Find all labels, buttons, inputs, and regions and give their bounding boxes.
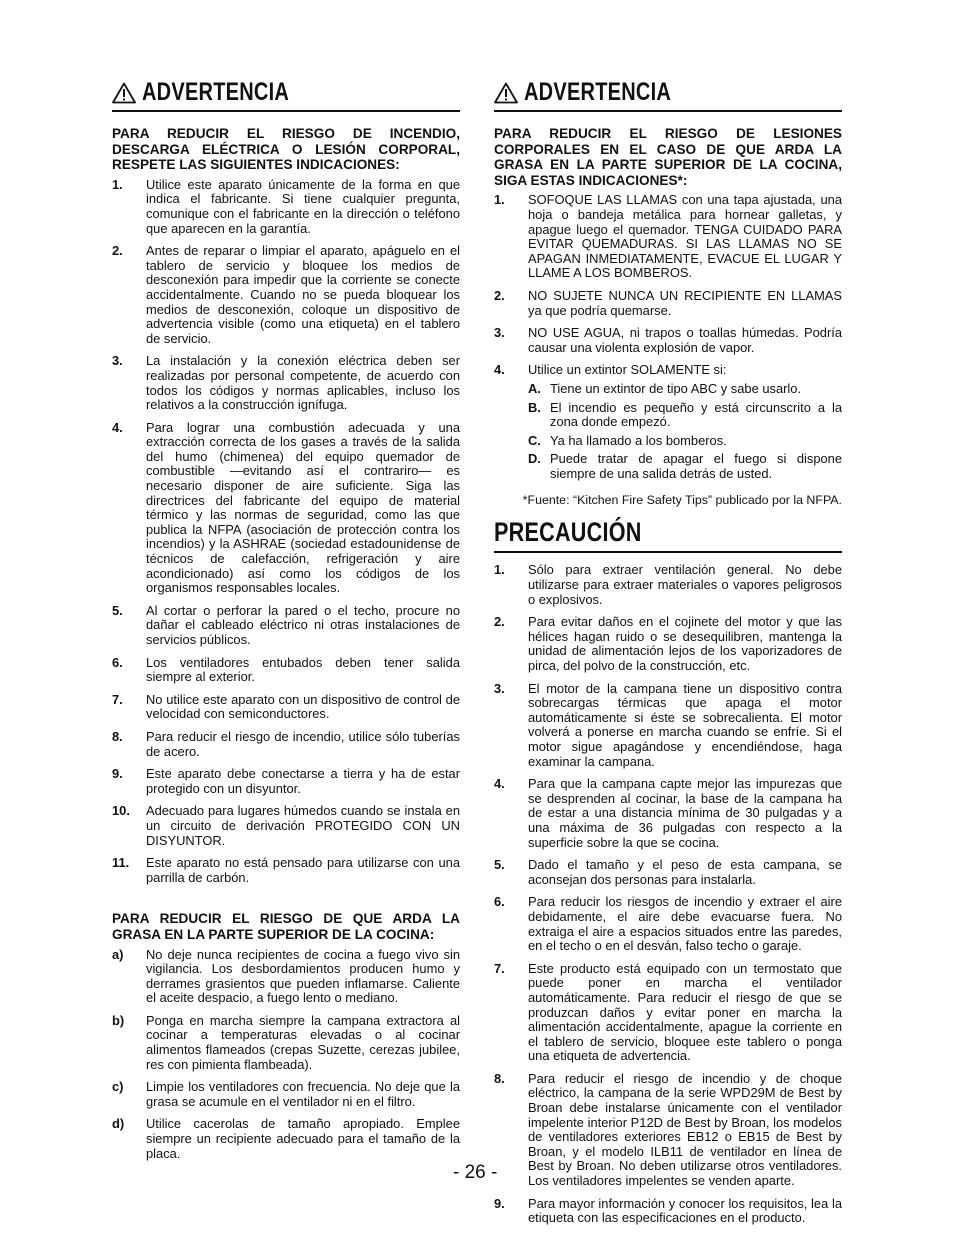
fire-steps-list [494,193,842,485]
item-number: 4. [112,419,123,435]
subitem-letter: B. [528,399,541,415]
item-text: Para reducir el riesgo de incendio, utilice sólo tuberías de acero. [146,728,460,759]
item-text: Los ventiladores entubados deben tener salida siempre al exterior. [146,654,460,685]
sublist-item [528,452,842,481]
caution-heading [494,517,842,553]
grease-fire-intro: PARA REDUCIR EL RIESGO DE QUE ARDA LA GRASA EN LA PARTE SUPERIOR DE LA COCINA: [112,911,460,942]
item-number: 4. [494,776,505,792]
item-letter: c) [112,1079,124,1095]
item-text: Para reducir los riesgos de incendio y extraer el aire debidamente, el aire debe evacuarse fuera. No extraiga el aire a espacios situados entre las paredes, en el techo o en el desván, falso techo o garaje. [528,894,842,954]
sublist-item [528,401,842,430]
list-item [494,682,842,770]
item-number: 2. [494,614,505,630]
item-letter: a) [112,946,124,962]
list-item [112,1080,460,1109]
list-item [494,777,842,850]
list-item [494,1197,842,1226]
list-item [112,948,460,1006]
source-footnote: *Fuente: “Kitchen Fire Safety Tips” publicado por la NFPA. [522,493,842,508]
warning-triangle-icon [112,82,136,104]
list-item [112,656,460,685]
item-text: Para reducir el riesgo de incendio y de choque eléctrico, la campana de la serie WPD29M de Best by Broan debe instalarse únicamente con el ventilador impelente interior P12D de Best by Broan, los modelos de ventiladores exteriores EB12 o EB15 de Best by Broan, y el modelo ILB11 de ventilador en línea de Best by Broan. No deben utilizarse otros ventiladores. Los ventiladores impelentes se venden aparte. [528,1070,842,1189]
item-number: 3. [494,325,505,341]
item-number: 5. [494,857,505,873]
subitem-text: El incendio es pequeño y está circunscrito a la zona donde empezó. [550,399,842,430]
subitem-text: Tiene un extintor de tipo ABC y sabe usarlo. [550,380,802,396]
list-item [112,244,460,346]
list-item [494,289,842,318]
item-text: Adecuado para lugares húmedos cuando se instala en un circuito de derivación PROTEGIDO CON UN DISYUNTOR. [146,803,460,848]
item-text: Antes de reparar o limpiar el aparato, apáguelo en el tablero de servicio y bloquee los medios de desconexión para impedir que la corriente se conecte accidentalmente. Cuando no se pueda bloquear los medios de desconexión, coloque un dispositivo de advertencia visible (como una etiqueta) en el tablero de servicio. [146,243,460,346]
item-text: NO SUJETE NUNCA UN RECIPIENTE EN LLAMAS ya que podría quemarse. [528,287,842,318]
caution-title: PRECAUCIÓN [494,517,642,548]
list-item [112,804,460,848]
item-text: No utilice este aparato con un dispositivo de control de velocidad con semiconductores. [146,691,460,722]
warning-title: ADVERTENCIA [142,78,290,106]
item-number: 2. [112,243,123,259]
item-number: 1. [112,176,123,192]
list-item [112,730,460,759]
grease-fire-list [112,948,460,1162]
item-number: 6. [112,654,123,670]
warning-list [112,178,460,886]
item-text: Para que la campana capte mejor las impurezas que se desprenden al cocinar, la base de la campana ha de estar a una distancia mínima de 30 pulgadas y a una máxima de 36 pulgadas con respecto a la superficie sobre la que se cocina. [528,776,842,850]
item-number: 1. [494,562,505,578]
extinguisher-sublist [528,382,842,482]
list-item [112,693,460,722]
item-text: Utilice cacerolas de tamaño apropiado. Emplee siempre un recipiente adecuado para el tamaño de la placa. [146,1116,460,1161]
list-item [112,1117,460,1161]
item-text: No deje nunca recipientes de cocina a fuego vivo sin vigilancia. Los desbordamientos producen humo y derrames grasientos que pueden inflamarse. Caliente el aceite despacio, a fuego lento o mediano. [146,946,460,1006]
item-number: 6. [494,894,505,910]
fire-injury-intro: PARA REDUCIR EL RIESGO DE LESIONES CORPORALES EN EL CASO DE QUE ARDA LA GRASA EN LA PARTE SUPERIOR DE LA COCINA, SIGA ESTAS INDICACIONES*: [494,126,842,188]
item-text: NO USE AGUA, ni trapos o toallas húmedas. Podría causar una violenta explosión de vapor. [528,325,842,355]
item-text: SOFOQUE LAS LLAMAS con una tapa ajustada, una hoja o bandeja metálica para hornear galletas, y apague luego el quemador. TENGA CUIDADO PARA EVITAR QUEMADURAS. SI LAS LLAMAS NO SE APAGAN INMEDIATAMENTE, EVACUE EL LUGAR Y LLAME A LOS BOMBEROS. [528,192,842,281]
item-number: 5. [112,602,123,618]
item-number: 10. [112,803,130,819]
list-item [494,363,842,485]
list-item [494,858,842,887]
item-text: Limpie los ventiladores con frecuencia. No deje que la grasa se acumule en el ventilador ni en el filtro. [146,1079,460,1109]
subitem-letter: A. [528,380,541,396]
item-number: 7. [494,960,505,976]
list-item [494,193,842,281]
item-number: 9. [494,1195,505,1211]
item-number: 7. [112,691,123,707]
subitem-letter: C. [528,432,541,448]
subitem-text: Ya ha llamado a los bomberos. [550,432,727,448]
warning-triangle-icon [494,82,518,104]
warning-heading-left [112,78,460,112]
subitem-text: Puede tratar de apagar el fuego si dispone siempre de una salida detrás de usted. [550,451,842,481]
item-text: Para evitar daños en el cojinete del motor y que las hélices hagan ruido o se desequilibren, mantenga la unidad de alimentación lejos de los vaporizadores de pirca, del polvo de la construcción, etc. [528,614,842,674]
item-number: 9. [112,766,123,782]
warning-intro: PARA REDUCIR EL RIESGO DE INCENDIO, DESCARGA ELÉCTRICA O LESIÓN CORPORAL, RESPETE LAS SIGUIENTES INDICACIONES: [112,126,460,173]
item-text: Sólo para extraer ventilación general. No debe utilizarse para extraer materiales o vapores peligrosos o explosivos. [528,562,842,607]
item-text: Para lograr una combustión adecuada y una extracción correcta de los gases a través de la salida del humo (chimenea) del equipo quemador de combustible —evitando así el contrariro— es necesario disponer de aire suficiente. Siga las directrices del fabricante del equipo de material térmico y las normas de seguridad, como las que publica la NFPA (asociación de protección contra los incendios) y la ASHRAE (sociedad estadounidense de técnicos de calefacción, refrigeración y aire acondicionado) así como los códigos de los organismos responsables locales. [146,419,460,596]
item-text: Al cortar o perforar la pared o el techo, procure no dañar el cableado eléctrico ni otras instalaciones de servicios públicos. [146,602,460,647]
list-item [494,895,842,953]
item-text: Este producto está equipado con un termostato que puede poner en marcha el ventilador automáticamente. Para reducir el riesgo de que se produzcan daños y evitar poner en marcha la alimentación accidentalmente, apague la corriente en el tablero de servicio, bloquee este tablero o ponga una etiqueta de advertencia. [528,960,842,1064]
warning-title: ADVERTENCIA [524,78,672,106]
item-letter: b) [112,1012,125,1028]
right-column [494,78,842,1234]
list-item [112,178,460,236]
list-item [494,615,842,673]
page-number: - 26 - [453,1162,498,1183]
item-text: Ponga en marcha siempre la campana extractora al cocinar a temperaturas elevadas o al cocinar alimentos flameados (crepas Suzette, cerezas jubilee, res con pimienta flambeada). [146,1012,460,1072]
list-item [494,326,842,355]
list-item [112,767,460,796]
item-text: Este aparato debe conectarse a tierra y ha de estar protegido con un disyuntor. [146,766,460,796]
caution-list [494,563,842,1225]
item-number: 3. [112,353,123,369]
list-item [112,1014,460,1072]
item-text: Este aparato no está pensado para utilizarse con una parrilla de carbón. [146,855,460,885]
list-item [494,563,842,607]
list-item [112,354,460,412]
left-column [112,78,460,1169]
item-number: 3. [494,680,505,696]
list-item [494,1072,842,1189]
list-item [494,962,842,1064]
list-item [112,604,460,648]
item-number: 8. [112,728,123,744]
item-number: 11. [112,855,130,871]
item-number: 4. [494,362,505,378]
item-text: Para mayor información y conocer los requisitos, lea la etiqueta con las especificaciones en el producto. [528,1195,842,1226]
list-item [112,421,460,596]
item-letter: d) [112,1116,125,1132]
item-text: Utilice un extintor SOLAMENTE si: [528,362,727,378]
sublist-item [528,382,842,397]
sublist-item [528,434,842,449]
list-item [112,856,460,885]
item-text: La instalación y la conexión eléctrica deben ser realizadas por personal competente, de acuerdo con todos los códigos y normas aplicables, incluso los relativos a la construcción ignífuga. [146,353,460,413]
item-number: 1. [494,192,505,208]
subitem-letter: D. [528,451,541,467]
item-text: Utilice este aparato únicamente de la forma en que indica el fabricante. Si tiene cualquier pregunta, comunique con el fabricante en la dirección o teléfono que aparecen en la garantía. [146,176,460,236]
warning-heading-right [494,78,842,112]
item-number: 2. [494,287,505,303]
item-text: El motor de la campana tiene un dispositivo contra sobrecargas térmicas que apaga el motor automáticamente si éste se sobrecalienta. El motor volverá a ponerse en marcha cuando se enfríe. Si el motor sigue apagándose y encendiéndose, haga examinar la campana. [528,680,842,769]
item-text: Dado el tamaño y el peso de esta campana, se aconsejan dos personas para instalarla. [528,857,842,887]
item-number: 8. [494,1070,505,1086]
